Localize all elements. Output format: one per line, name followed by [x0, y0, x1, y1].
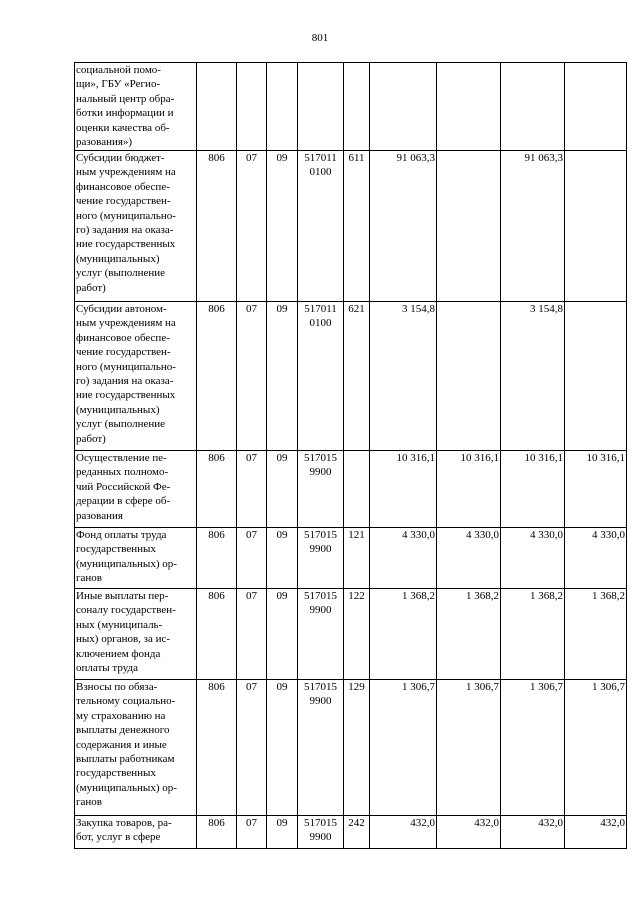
- ministry-code: 806: [197, 528, 237, 589]
- table-body: [75, 63, 627, 849]
- subsection-code: 09: [267, 528, 298, 589]
- amount-col-4: 1 306,7: [565, 680, 627, 816]
- amount-col-2: [437, 63, 501, 151]
- amount-col-1: 10 316,1: [370, 451, 437, 528]
- amount-col-4: 10 316,1: [565, 451, 627, 528]
- ministry-code: 806: [197, 816, 237, 849]
- ministry-code: 806: [197, 151, 237, 302]
- amount-col-3: 91 063,3: [501, 151, 565, 302]
- amount-col-4: [565, 302, 627, 451]
- table-row: [75, 302, 627, 451]
- table-row: [75, 680, 627, 816]
- amount-col-2: [437, 302, 501, 451]
- amount-col-4: [565, 63, 627, 151]
- amount-col-1: [370, 63, 437, 151]
- amount-col-1: 3 154,8: [370, 302, 437, 451]
- amount-col-3: 1 368,2: [501, 589, 565, 680]
- table-row: [75, 151, 627, 302]
- amount-col-2: 4 330,0: [437, 528, 501, 589]
- section-code: 07: [237, 680, 267, 816]
- amount-col-2: 1 368,2: [437, 589, 501, 680]
- amount-col-3: 10 316,1: [501, 451, 565, 528]
- amount-col-2: 432,0: [437, 816, 501, 849]
- target-article-code: 517011 0100: [298, 302, 344, 451]
- target-article-code: [298, 63, 344, 151]
- expense-type-code: 621: [344, 302, 370, 451]
- budget-table: [74, 62, 627, 849]
- subsection-code: [267, 63, 298, 151]
- amount-col-2: 1 306,7: [437, 680, 501, 816]
- subsection-code: 09: [267, 680, 298, 816]
- table-row: [75, 816, 627, 849]
- line-item-name: Закупка товаров, ра- бот, услуг в сфере: [75, 816, 197, 849]
- ministry-code: 806: [197, 451, 237, 528]
- expense-type-code: [344, 451, 370, 528]
- expense-type-code: 611: [344, 151, 370, 302]
- section-code: 07: [237, 589, 267, 680]
- section-code: 07: [237, 528, 267, 589]
- section-code: [237, 63, 267, 151]
- subsection-code: 09: [267, 151, 298, 302]
- amount-col-4: 4 330,0: [565, 528, 627, 589]
- amount-col-4: 432,0: [565, 816, 627, 849]
- target-article-code: 517015 9900: [298, 528, 344, 589]
- expense-type-code: 121: [344, 528, 370, 589]
- amount-col-1: 91 063,3: [370, 151, 437, 302]
- amount-col-1: 432,0: [370, 816, 437, 849]
- ministry-code: [197, 63, 237, 151]
- table-row: [75, 63, 627, 151]
- amount-col-3: 3 154,8: [501, 302, 565, 451]
- expense-type-code: 129: [344, 680, 370, 816]
- line-item-name: Субсидии автоном- ным учреждениям на финансовое обеспе- чение государствен- ного (муниципально- го) задания на оказа- ние государственных (муниципальных) услуг (выполнение работ): [75, 302, 197, 451]
- section-code: 07: [237, 816, 267, 849]
- table-row: [75, 528, 627, 589]
- amount-col-4: 1 368,2: [565, 589, 627, 680]
- line-item-name: Субсидии бюджет- ным учреждениям на финансовое обеспе- чение государствен- ного (муниципально- го) задания на оказа- ние государственных (муниципальных) услуг (выполнение работ): [75, 151, 197, 302]
- amount-col-1: 1 306,7: [370, 680, 437, 816]
- amount-col-3: 1 306,7: [501, 680, 565, 816]
- target-article-code: 517015 9900: [298, 816, 344, 849]
- amount-col-2: [437, 151, 501, 302]
- section-code: 07: [237, 302, 267, 451]
- section-code: 07: [237, 151, 267, 302]
- amount-col-3: 432,0: [501, 816, 565, 849]
- expense-type-code: [344, 63, 370, 151]
- amount-col-4: [565, 151, 627, 302]
- subsection-code: 09: [267, 816, 298, 849]
- target-article-code: 517015 9900: [298, 589, 344, 680]
- amount-col-1: 4 330,0: [370, 528, 437, 589]
- line-item-name: Осуществление пе- реданных полномо- чий Российской Фе- дерации в сфере об- разования: [75, 451, 197, 528]
- page-number: 801: [311, 32, 329, 44]
- ministry-code: 806: [197, 680, 237, 816]
- ministry-code: 806: [197, 302, 237, 451]
- subsection-code: 09: [267, 302, 298, 451]
- subsection-code: 09: [267, 451, 298, 528]
- table-row: [75, 589, 627, 680]
- target-article-code: 517011 0100: [298, 151, 344, 302]
- line-item-name: Взносы по обяза- тельному социально- му страхованию на выплаты денежного содержания и иные выплаты работникам государственных (муниципальных) ор- ганов: [75, 680, 197, 816]
- amount-col-3: 4 330,0: [501, 528, 565, 589]
- amount-col-2: 10 316,1: [437, 451, 501, 528]
- line-item-name: Иные выплаты пер- соналу государствен- ных (муниципаль- ных) органов, за ис- ключением фонда оплаты труда: [75, 589, 197, 680]
- expense-type-code: 242: [344, 816, 370, 849]
- amount-col-1: 1 368,2: [370, 589, 437, 680]
- section-code: 07: [237, 451, 267, 528]
- subsection-code: 09: [267, 589, 298, 680]
- amount-col-3: [501, 63, 565, 151]
- table-row: [75, 451, 627, 528]
- target-article-code: 517015 9900: [298, 680, 344, 816]
- line-item-name: социальной помо- щи», ГБУ «Регио- нальный центр обра- ботки информации и оценки качества об- разования»): [75, 63, 197, 151]
- line-item-name: Фонд оплаты труда государственных (муниципальных) ор- ганов: [75, 528, 197, 589]
- target-article-code: 517015 9900: [298, 451, 344, 528]
- ministry-code: 806: [197, 589, 237, 680]
- expense-type-code: 122: [344, 589, 370, 680]
